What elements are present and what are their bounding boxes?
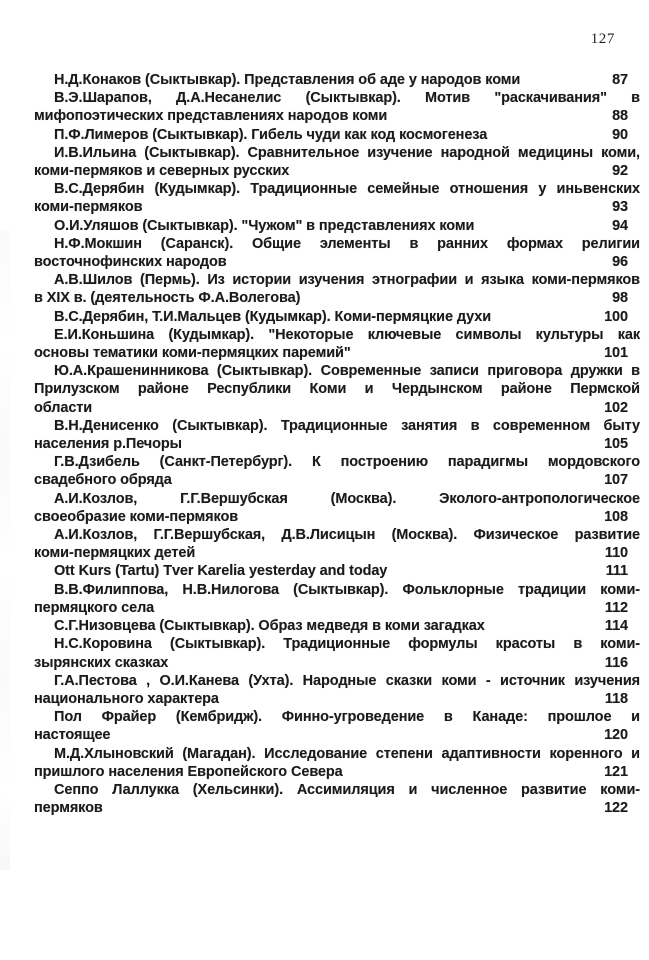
toc-entry-last-line	[34, 508, 640, 526]
toc-entry	[34, 144, 640, 180]
toc-entry-page-number: 94	[612, 217, 628, 234]
toc-entry	[34, 562, 640, 580]
toc-entry-last-line	[34, 253, 640, 271]
toc-list	[34, 71, 640, 817]
scan-edge-artifact	[0, 230, 10, 870]
toc-entry-last-line	[34, 726, 640, 744]
toc-entry	[34, 126, 640, 144]
toc-entry-text-line: В.С.Дерябин (Кудымкар). Традиционные семейные отношения у иньвенских	[54, 181, 640, 198]
toc-entry-text: С.Г.Низовцева (Сыктывкар). Образ медведя в коми загадках	[54, 618, 485, 635]
toc-entry-text: коми-пермяков и северных русских	[34, 163, 290, 180]
toc-entry-text: настоящее	[34, 727, 111, 744]
toc-entry-text-line: Г.А.Пестова , О.И.Канева (Ухта). Народные сказки коми - источник изучения	[54, 672, 640, 689]
toc-entry-last-line	[34, 763, 640, 781]
toc-entry-text: В.С.Дерябин, Т.И.Мальцев (Кудымкар). Коми-пермяцкие духи	[54, 308, 492, 325]
toc-entry-text-line: М.Д.Хлыновский (Магадан). Исследование степени адаптивности коренного и	[54, 745, 640, 762]
toc-entry-text: коми-пермяцких детей	[34, 545, 196, 562]
toc-entry	[34, 271, 640, 307]
toc-entry-page-number: 105	[604, 436, 628, 453]
toc-entry-text-line: В.В.Филиппова, Н.В.Нилогова (Сыктывкар). Фольклорные традиции коми-	[54, 581, 640, 598]
toc-entry-page-number: 121	[604, 763, 628, 780]
toc-entry-last-line	[34, 344, 640, 362]
toc-entry	[34, 180, 640, 216]
toc-entry	[34, 326, 640, 362]
toc-entry-page-number: 107	[604, 472, 628, 489]
toc-entry-page-number: 111	[605, 563, 628, 580]
toc-entry-text: восточнофинских народов	[34, 254, 227, 271]
toc-entry-text: национального характера	[34, 690, 219, 707]
toc-entry	[34, 362, 640, 417]
toc-entry-text: области	[34, 399, 93, 416]
toc-entry-page-number: 88	[612, 108, 628, 125]
toc-entry-page-number: 122	[604, 800, 628, 817]
toc-entry-last-line	[34, 471, 640, 489]
toc-entry-page-number: 90	[612, 126, 628, 143]
toc-entry-last-line	[34, 562, 640, 580]
toc-entry	[34, 781, 640, 817]
toc-entry-text: коми-пермяков	[34, 199, 143, 216]
toc-entry-page-number: 118	[604, 690, 628, 707]
toc-entry-text-line: В.Э.Шарапов, Д.А.Несанелис (Сыктывкар). Мотив "раскачивания" в	[54, 90, 640, 107]
toc-entry-text: в XIX в. (деятельность Ф.А.Волегова)	[34, 290, 301, 307]
toc-entry-last-line	[34, 435, 640, 453]
toc-entry-page-number: 116	[604, 654, 628, 671]
toc-entry-last-line	[34, 399, 640, 417]
toc-entry-last-line	[34, 289, 640, 307]
toc-entry-text-line: И.В.Ильина (Сыктывкар). Сравнительное изучение народной медицины коми,	[54, 144, 640, 161]
toc-entry-last-line	[34, 544, 640, 562]
toc-entry-text: Н.Д.Конаков (Сыктывкар). Представления об аде у народов коми	[54, 72, 521, 88]
toc-entry-last-line	[34, 599, 640, 617]
toc-entry-last-line	[34, 799, 640, 817]
toc-entry-last-line	[34, 126, 640, 144]
toc-entry-last-line	[34, 308, 640, 326]
toc-entry-text-line: Сеппо Лаллукка (Хельсинки). Ассимиляция и численное развитие коми-	[54, 781, 640, 798]
toc-entry-last-line	[34, 162, 640, 180]
toc-entry-text-line: Е.И.Коньшина (Кудымкар). "Некоторые ключевые символы культуры как	[54, 326, 640, 343]
toc-entry-page-number: 112	[604, 599, 628, 616]
toc-entry	[34, 490, 640, 526]
toc-entry-text: мифопоэтических представлениях народов коми	[34, 108, 388, 125]
toc-entry-text: свадебного обряда	[34, 472, 172, 489]
toc-entry-text: О.И.Уляшов (Сыктывкар). "Чужом" в представлениях коми	[54, 217, 475, 234]
toc-entry-text-line: Пол Фрайер (Кембридж). Финно-угроведение в Канаде: прошлое и	[54, 709, 640, 726]
toc-entry-last-line	[34, 217, 640, 235]
toc-entry	[34, 635, 640, 671]
toc-entry-last-line	[34, 617, 640, 635]
toc-entry	[34, 581, 640, 617]
toc-entry	[34, 526, 640, 562]
toc-entry-text: пермяков	[34, 800, 103, 817]
toc-entry-last-line	[34, 198, 640, 216]
toc-entry-last-line	[34, 654, 640, 672]
toc-entry-page-number: 120	[604, 727, 628, 744]
page-number: 127	[590, 31, 615, 47]
toc-entry-text-line: Прилузском районе Республики Коми и Чердынском районе Пермской	[34, 381, 640, 398]
toc-entry	[34, 417, 640, 453]
toc-entry-text: пермяцкого села	[34, 599, 155, 616]
toc-entry-page-number: 108	[604, 508, 628, 525]
toc-entry-text-line: Ю.А.Крашенинникова (Сыктывкар). Современные записи приговора дружки в	[54, 363, 640, 380]
toc-entry	[34, 89, 640, 125]
toc-entry-last-line	[34, 107, 640, 125]
toc-entry-page-number: 92	[612, 163, 628, 180]
toc-entry-text-line: А.В.Шилов (Пермь). Из истории изучения этнографии и языка коми-пермяков	[54, 272, 640, 289]
toc-entry-text: Ott Kurs (Tartu) Tver Karelia yesterday and today	[54, 563, 388, 580]
toc-entry-page-number: 101	[604, 345, 628, 362]
toc-entry-text: зырянских сказках	[34, 654, 169, 671]
toc-entry	[34, 617, 640, 635]
toc-entry-page-number: 110	[604, 545, 628, 562]
toc-entry	[34, 708, 640, 744]
toc-entry-last-line	[34, 71, 640, 89]
toc-entry-text: основы тематики коми-пермяцких паремий"	[34, 345, 351, 362]
toc-entry	[34, 672, 640, 708]
toc-entry-page-number: 87	[612, 72, 628, 88]
toc-entry	[34, 71, 640, 89]
toc-entry	[34, 453, 640, 489]
toc-entry-text-line: В.Н.Денисенко (Сыктывкар). Традиционные занятия в современном быту	[54, 417, 640, 434]
toc-entry	[34, 217, 640, 235]
toc-entry	[34, 308, 640, 326]
toc-entry	[34, 745, 640, 781]
toc-entry-text: П.Ф.Лимеров (Сыктывкар). Гибель чуди как код космогенеза	[54, 126, 488, 143]
toc-entry-text-line: Г.В.Дзибель (Санкт-Петербург). К построению парадигмы мордовского	[54, 454, 640, 471]
toc-entry	[34, 235, 640, 271]
toc-entry-text-line: А.И.Козлов, Г.Г.Вершубская (Москва). Эколого-антропологическое	[54, 490, 640, 507]
toc-entry-page-number: 100	[604, 308, 628, 325]
toc-entry-page-number: 102	[604, 399, 628, 416]
toc-entry-page-number: 93	[612, 199, 628, 216]
toc-entry-last-line	[34, 690, 640, 708]
toc-entry-page-number: 96	[612, 254, 628, 271]
toc-entry-text: пришлого населения Европейского Севера	[34, 763, 343, 780]
toc-entry-text-line: Н.Ф.Мокшин (Саранск). Общие элементы в ранних формах религии	[54, 235, 640, 252]
toc-entry-text: населения р.Печоры	[34, 436, 182, 453]
toc-entry-page-number: 98	[612, 290, 628, 307]
toc-entry-text: своеобразие коми-пермяков	[34, 508, 239, 525]
toc-entry-text-line: А.И.Козлов, Г.Г.Вершубская, Д.В.Лисицын (Москва). Физическое развитие	[54, 527, 640, 544]
toc-entry-text-line: Н.С.Коровина (Сыктывкар). Традиционные формулы красоты в коми-	[54, 636, 640, 653]
toc-entry-page-number: 114	[604, 618, 628, 635]
